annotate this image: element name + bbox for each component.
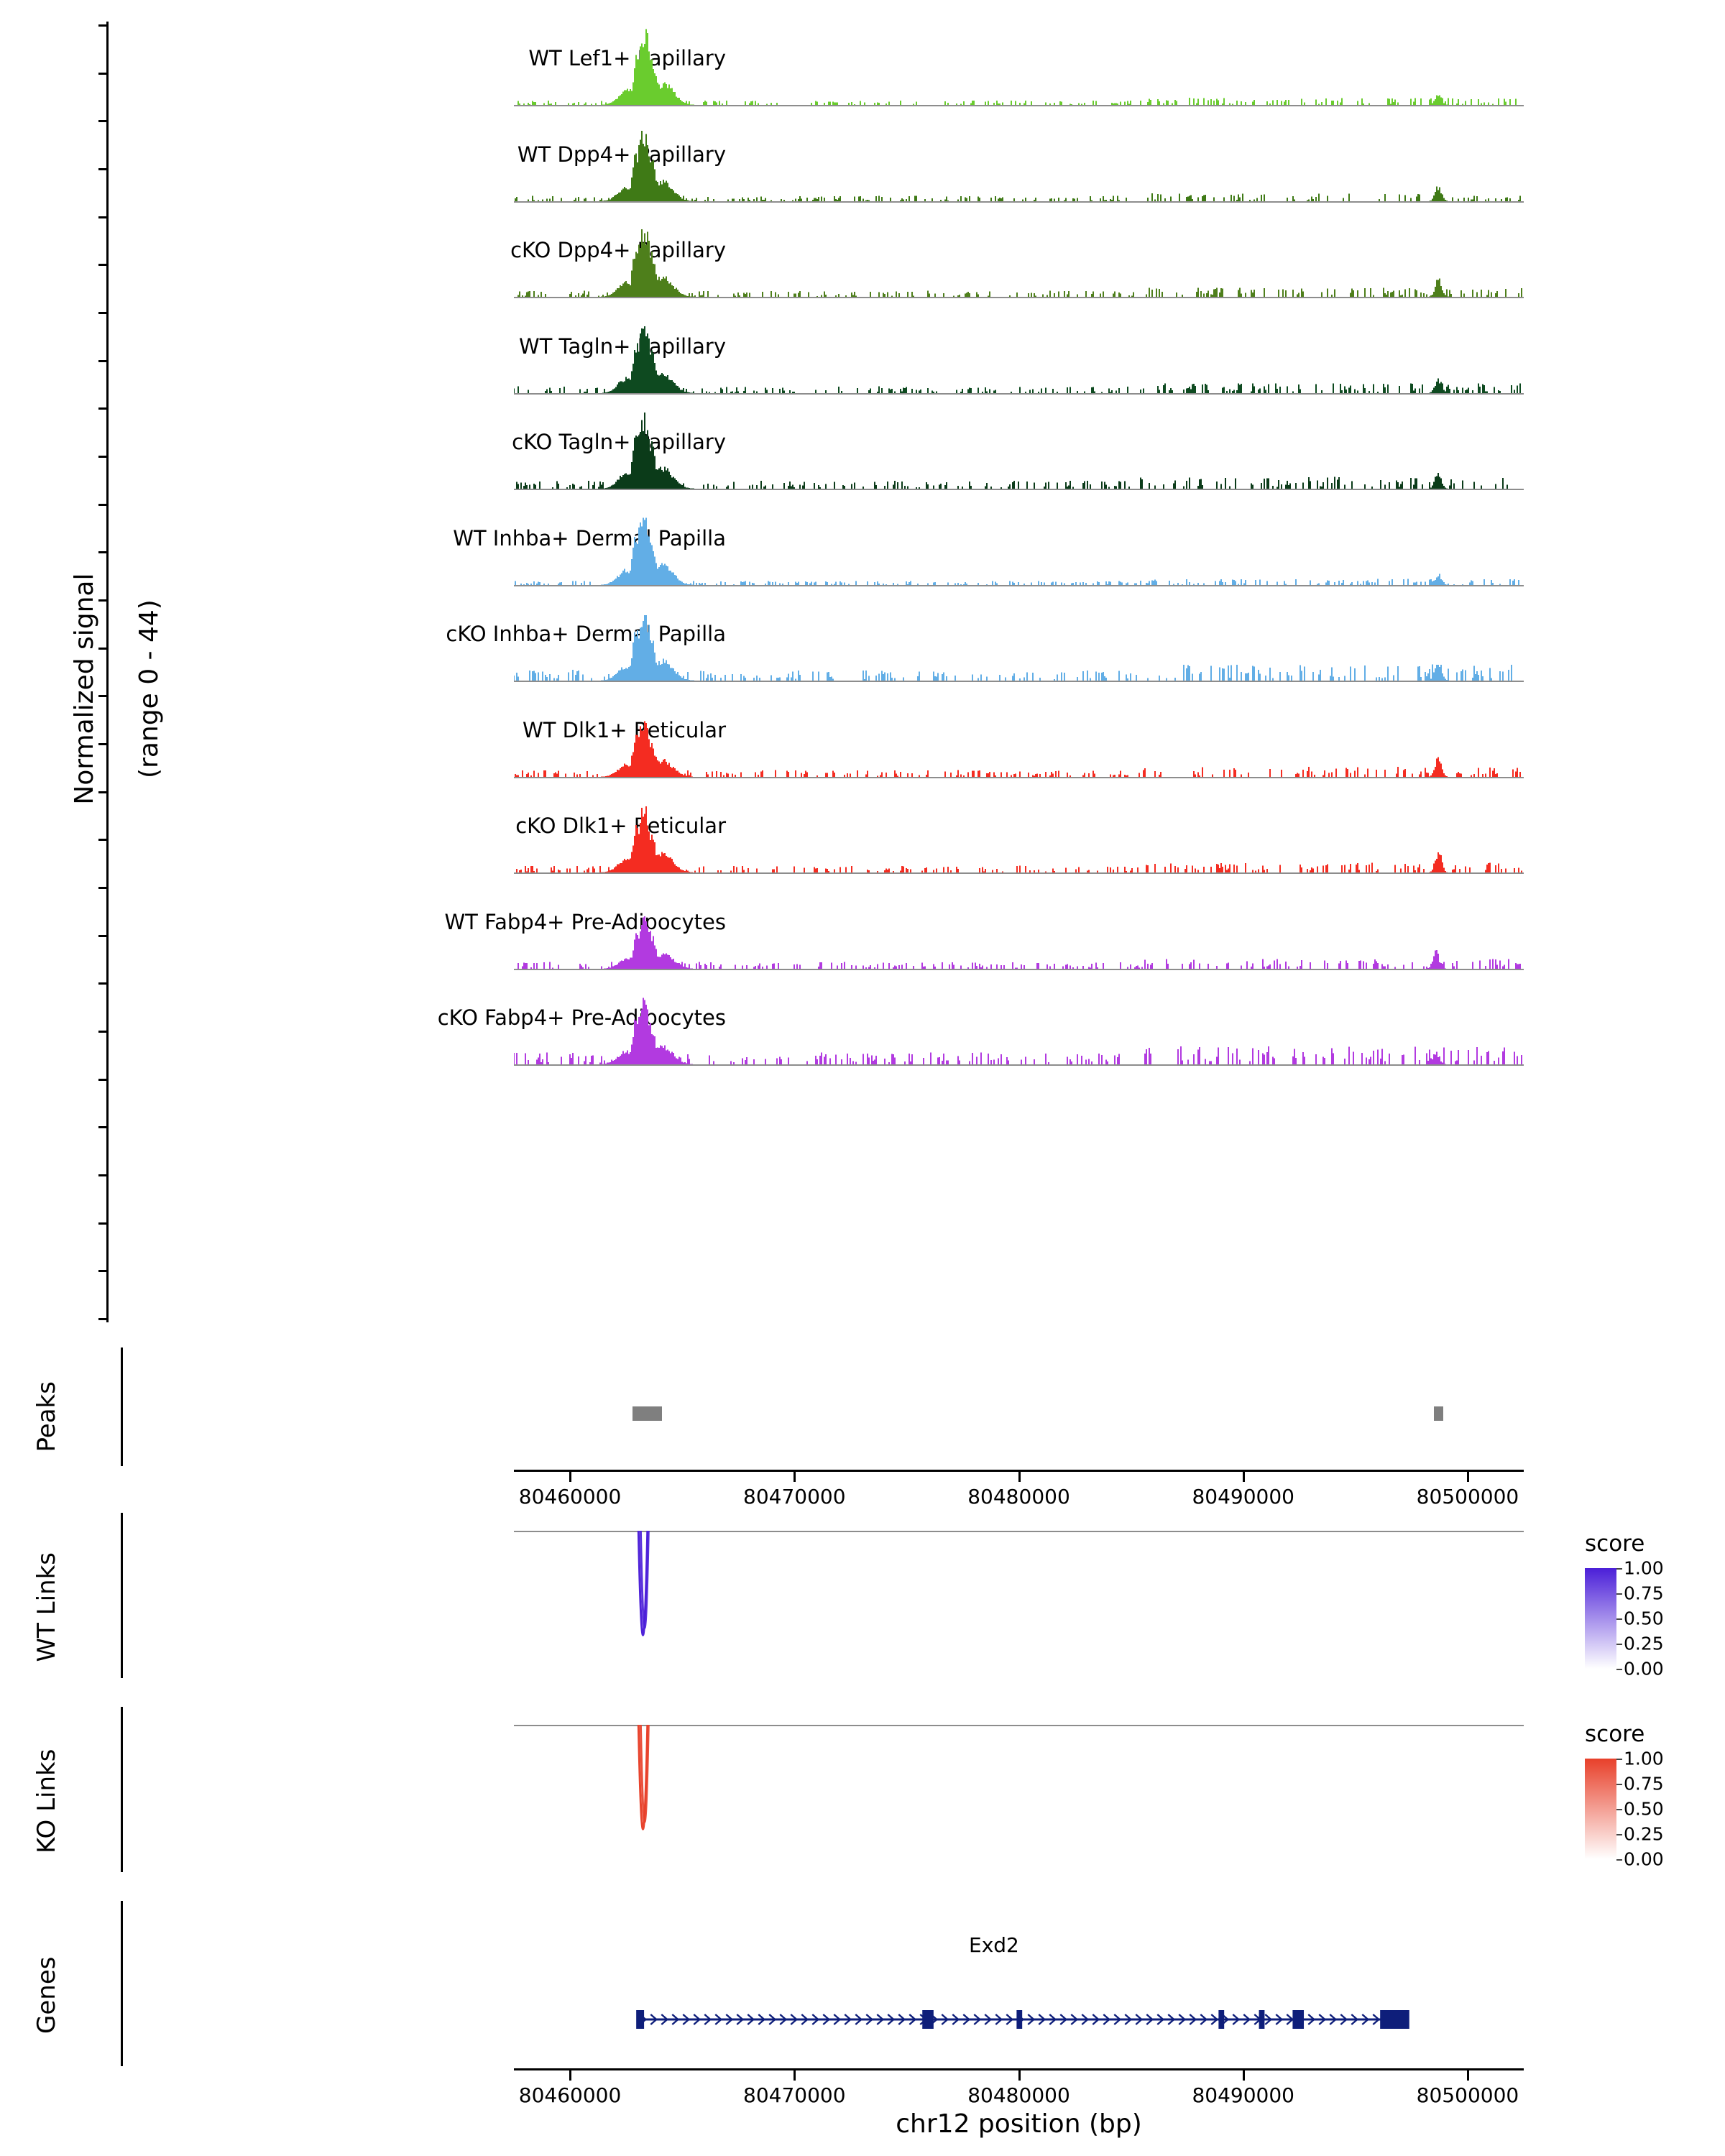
wt-links-legend-scale — [1585, 1557, 1721, 1685]
x-axis-tick — [1018, 2070, 1021, 2081]
signal-track-label: cKO Fabp4+ Pre-Adipocytes — [437, 1005, 726, 1030]
signal-track-canvas — [514, 980, 1524, 1066]
x-axis-tick — [1243, 1472, 1245, 1482]
wt-links-legend-gradient — [1585, 1568, 1616, 1669]
gene-exon — [636, 2010, 644, 2029]
x-axis-tick — [569, 2070, 571, 2081]
x-axis-tick-label: 80470000 — [743, 1485, 846, 1508]
gene-exon — [1016, 2010, 1022, 2029]
x-axis-tick-label: 80490000 — [1192, 1485, 1294, 1508]
peaks-canvas — [514, 1348, 1524, 1466]
signal-track — [0, 596, 1725, 682]
legend-tick-label: 0.75 — [1624, 1773, 1664, 1795]
signal-track — [0, 692, 1725, 778]
x-axis-tick-label: 80460000 — [518, 2083, 622, 2107]
x-axis-caption: chr12 position (bp) — [896, 2109, 1142, 2139]
signal-track-canvas — [514, 500, 1524, 586]
legend-tick-label: 0.75 — [1624, 1583, 1664, 1604]
signal-track-canvas — [514, 788, 1524, 874]
x-axis-tick-label: 80490000 — [1192, 2083, 1294, 2107]
signal-track-label: cKO Tagln+ Papillary — [512, 430, 726, 454]
x-axis-tick-label: 80500000 — [1416, 2083, 1519, 2107]
signal-track — [0, 404, 1725, 490]
signal-track-canvas — [514, 404, 1524, 490]
signal-track-label: WT Lef1+ Papillary — [528, 46, 726, 70]
peak-block — [1434, 1406, 1443, 1421]
x-axis-tick-label: 80470000 — [743, 2083, 846, 2107]
x-axis-tick-label: 80480000 — [967, 1485, 1070, 1508]
legend-tick-label: 0.00 — [1624, 1848, 1664, 1870]
gene-exon — [922, 2010, 934, 2029]
x-axis-tick — [1467, 2070, 1469, 2081]
wt-links-legend-title: score — [1585, 1531, 1645, 1557]
wt-links-panel-label: WT Links — [32, 1552, 61, 1662]
x-axis-tick — [569, 1472, 571, 1482]
peaks-axis-line — [121, 1348, 123, 1466]
signal-track — [0, 500, 1725, 586]
gene-exon — [1292, 2010, 1304, 2029]
genes-panel-label: Genes — [32, 1956, 61, 2034]
legend-tick-label: 0.50 — [1624, 1798, 1664, 1820]
ko-links-panel-label: KO Links — [32, 1749, 61, 1853]
signal-track — [0, 212, 1725, 298]
signal-track — [0, 788, 1725, 874]
gene-exon — [1218, 2010, 1224, 2029]
legend-tick-label: 0.25 — [1624, 1823, 1664, 1845]
ko-links-legend-title: score — [1585, 1721, 1645, 1747]
signal-track-label: cKO Dlk1+ Reticular — [515, 814, 726, 838]
signal-track — [0, 308, 1725, 395]
legend-tick-mark — [1616, 1618, 1622, 1620]
ko-links-legend-scale — [1585, 1748, 1721, 1875]
wt-links-axis-line — [121, 1513, 123, 1678]
legend-tick-mark — [1616, 1568, 1622, 1570]
signal-track-canvas — [514, 596, 1524, 682]
legend-tick-label: 0.25 — [1624, 1633, 1664, 1654]
genes-axis-line — [121, 1901, 123, 2066]
wt-links-canvas — [514, 1531, 1524, 1678]
ko-links-canvas — [514, 1725, 1524, 1872]
peaks-panel-label: Peaks — [32, 1381, 61, 1452]
signal-track-canvas — [514, 692, 1524, 778]
x-axis-tick — [1243, 2070, 1245, 2081]
legend-tick-label: 0.00 — [1624, 1658, 1664, 1680]
x-axis-tick — [794, 2070, 796, 2081]
signal-track-label: WT Inhba+ Dermal Papilla — [453, 525, 726, 550]
signal-track-label: WT Dpp4+ Papillary — [517, 142, 726, 167]
legend-tick-mark — [1616, 1784, 1622, 1785]
x-axis-tick-label: 80460000 — [518, 1485, 622, 1508]
legend-tick-mark — [1616, 1809, 1622, 1810]
legend-tick-mark — [1616, 1593, 1622, 1595]
ko-links-axis-line — [121, 1707, 123, 1872]
signal-track — [0, 20, 1725, 106]
y-axis-label-line2: (range 0 - 44) — [134, 599, 164, 778]
wt-links-legend — [1585, 1531, 1721, 1689]
signal-track-canvas — [514, 308, 1524, 395]
signal-track-label: cKO Inhba+ Dermal Papilla — [446, 622, 726, 646]
genes-canvas — [514, 1969, 1524, 2063]
peak-block — [632, 1406, 662, 1421]
x-axis-tick — [794, 1472, 796, 1482]
signal-track-label: WT Fabp4+ Pre-Adipocytes — [444, 909, 726, 934]
x-axis-tick — [1467, 1472, 1469, 1482]
legend-tick-mark — [1616, 1834, 1622, 1835]
gene-exon — [1380, 2010, 1409, 2029]
signal-track-label: cKO Dpp4+ Papillary — [510, 238, 726, 262]
signal-track-canvas — [514, 20, 1524, 106]
signal-track — [0, 980, 1725, 1066]
signal-track-canvas — [514, 884, 1524, 970]
x-axis-tick — [1018, 1472, 1021, 1482]
signal-track — [0, 116, 1725, 203]
legend-tick-label: 1.00 — [1624, 1557, 1664, 1579]
signal-track-canvas — [514, 212, 1524, 298]
x-axis-tick-label: 80480000 — [967, 2083, 1070, 2107]
legend-tick-mark — [1616, 1759, 1622, 1760]
legend-tick-mark — [1616, 1669, 1622, 1670]
signal-track-canvas — [514, 116, 1524, 203]
legend-tick-label: 1.00 — [1624, 1748, 1664, 1769]
legend-tick-mark — [1616, 1644, 1622, 1645]
ko-links-legend — [1585, 1721, 1721, 1879]
legend-tick-mark — [1616, 1859, 1622, 1861]
signal-track-label: WT Dlk1+ Reticular — [523, 717, 726, 742]
y-axis-label-line1: Normalized signal — [70, 573, 99, 805]
gene-label: Exd2 — [969, 1933, 1019, 1957]
gene-exon — [1259, 2010, 1265, 2029]
x-axis-tick-label: 80500000 — [1416, 1485, 1519, 1508]
signal-track-label: WT Tagln+ Papillary — [518, 333, 726, 359]
ko-links-legend-gradient — [1585, 1759, 1616, 1859]
legend-tick-label: 0.50 — [1624, 1608, 1664, 1629]
signal-track — [0, 884, 1725, 970]
